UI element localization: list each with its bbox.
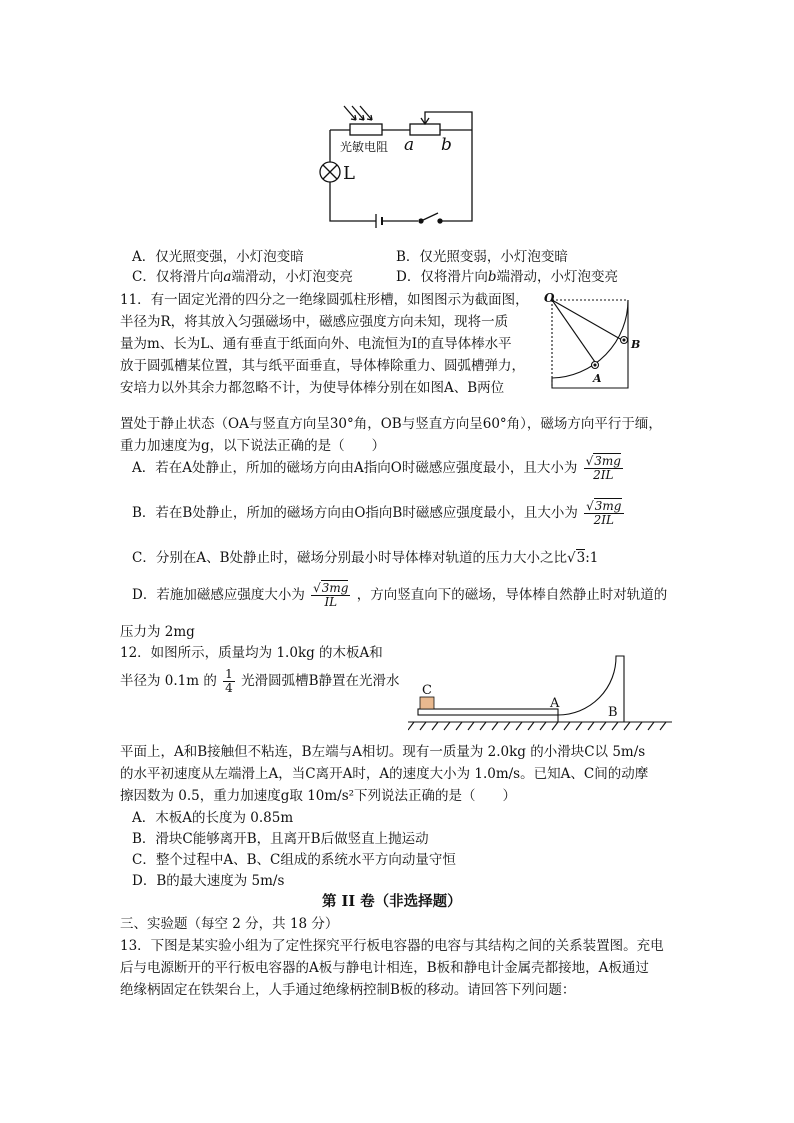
- point-a-label: A: [593, 372, 602, 385]
- board-a-label: A: [550, 696, 560, 711]
- q11-line-2: 半径为R，将其放入匀强磁场中，磁感应强度方向未知，现将一质: [120, 314, 509, 330]
- quarter-arc-groove-figure: [540, 290, 660, 395]
- q11-option-a: A．若在A处静止，所加的磁场方向由A指向O时磁感应强度最小，且大小为 $\frac{√3mg}{2IL}$: [132, 454, 621, 482]
- q13-line-3: 绝缘柄固定在铁架台上，人手通过绝缘柄控制B板的移动。请回答下列问题：: [120, 982, 576, 998]
- q11-option-c: C．分别在A、B处静止时，磁场分别最小时导体棒对轨道的压力大小之比√3:1: [132, 550, 599, 566]
- circuit-diagram: [300, 100, 490, 230]
- q10-option-a: A．仅光照变强，小灯泡变暗: [132, 249, 304, 265]
- photoresistor-label: 光敏电阻: [340, 140, 389, 154]
- q12-line-1: 12．如图所示，质量均为 1.0kg 的木板A和: [120, 645, 383, 661]
- q11-line-1: 11．有一固定光滑的四分之一绝缘圆弧柱形槽，如图图示为截面图，: [120, 292, 529, 308]
- q10-option-c: C．仅将滑片向a端滑动，小灯泡变亮: [132, 269, 353, 285]
- q11-option-d: D．若施加磁感应强度大小为 $\frac{√3mg}{IL}$ ，方向竖直向下的磁场，导体棒自然静止时对轨道的: [132, 581, 668, 609]
- section-heading: 三、实验题（每空 2 分，共 18 分）: [120, 916, 339, 932]
- q11-line-4: 放于圆弧槽某位置，其与纸平面垂直，导体棒除重力、圆弧槽弹力，: [120, 358, 525, 374]
- q11-option-b: B．若在B处静止，所加的磁场方向由O指向B时磁感应强度最小，且大小为 $\frac{√3mg}{2IL}$: [132, 499, 622, 527]
- q12-option-a: A．木板A的长度为 0.85m: [132, 810, 294, 826]
- q11-line-7: 重力加速度为g，以下说法正确的是（ ）: [120, 438, 386, 454]
- q12-option-b: B．滑块C能够离开B，且离开B后做竖直上抛运动: [132, 831, 429, 847]
- part2-heading: 第 II 卷（非选择题）: [322, 893, 462, 910]
- label-b: b: [441, 135, 452, 155]
- q10-option-d: D．仅将滑片向b端滑动，小灯泡变亮: [396, 269, 618, 285]
- q10-option-b: B．仅光照变弱，小灯泡变暗: [396, 249, 568, 265]
- arc-b-label: B: [608, 705, 618, 720]
- slide-rheostat: [410, 124, 440, 135]
- q12-line-3: 平面上，A和B接触但不粘连，B左端与A相切。现有一质量为 2.0kg 的小滑块C以 5m/s: [120, 744, 646, 760]
- q12-line-2: 半径为 0.1m 的 $\frac{1}{4}$ 光滑圆弧槽B静置在光滑水: [120, 667, 400, 695]
- board-and-arc-figure: [408, 650, 676, 736]
- arc-groove: [552, 300, 628, 378]
- q11-line-5: 安培力以外其余力都忽略不计，为使导体棒分别在如图A、B两位: [120, 380, 505, 396]
- label-a: a: [404, 135, 415, 155]
- q11-line-6: 置处于静止状态（OA与竖直方向呈30°角，OB与竖直方向呈60°角），磁场方向平行于缅，: [120, 416, 662, 432]
- point-o-label: O: [544, 291, 555, 305]
- slider-c: [420, 697, 434, 709]
- q11-option-d-line-2: 压力为 2mg: [120, 624, 195, 640]
- slider-c-label: C: [422, 683, 432, 698]
- q13-line-1: 13．下图是某实验小组为了定性探究平行板电容器的电容与其结构之间的关系装置图。充电: [120, 938, 664, 954]
- photoresistor: [350, 124, 382, 135]
- q12-line-4: 的水平初速度从左端滑上A，当C离开A时，A的速度大小为 1.0m/s。已知A、C间的动摩: [120, 766, 649, 782]
- lamp-label: L: [343, 163, 355, 184]
- q12-line-5: 擦因数为 0.5，重力加速度g取 10m/s²下列说法正确的是（ ）: [120, 788, 517, 804]
- q12-option-c: C．整个过程中A、B、C组成的系统水平方向动量守恒: [132, 852, 456, 868]
- board-a: [418, 709, 558, 715]
- q12-option-d: D．B的最大速度为 5m/s: [132, 873, 285, 889]
- q11-line-3: 量为m、长为L、通有垂直于纸面向外、电流恒为I的直导体棒水平: [120, 336, 512, 352]
- q13-line-2: 后与电源断开的平行板电容器的A板与静电计相连，B板和静电计金属壳都接地，A板通过: [120, 960, 649, 976]
- point-b-label: B: [631, 338, 641, 351]
